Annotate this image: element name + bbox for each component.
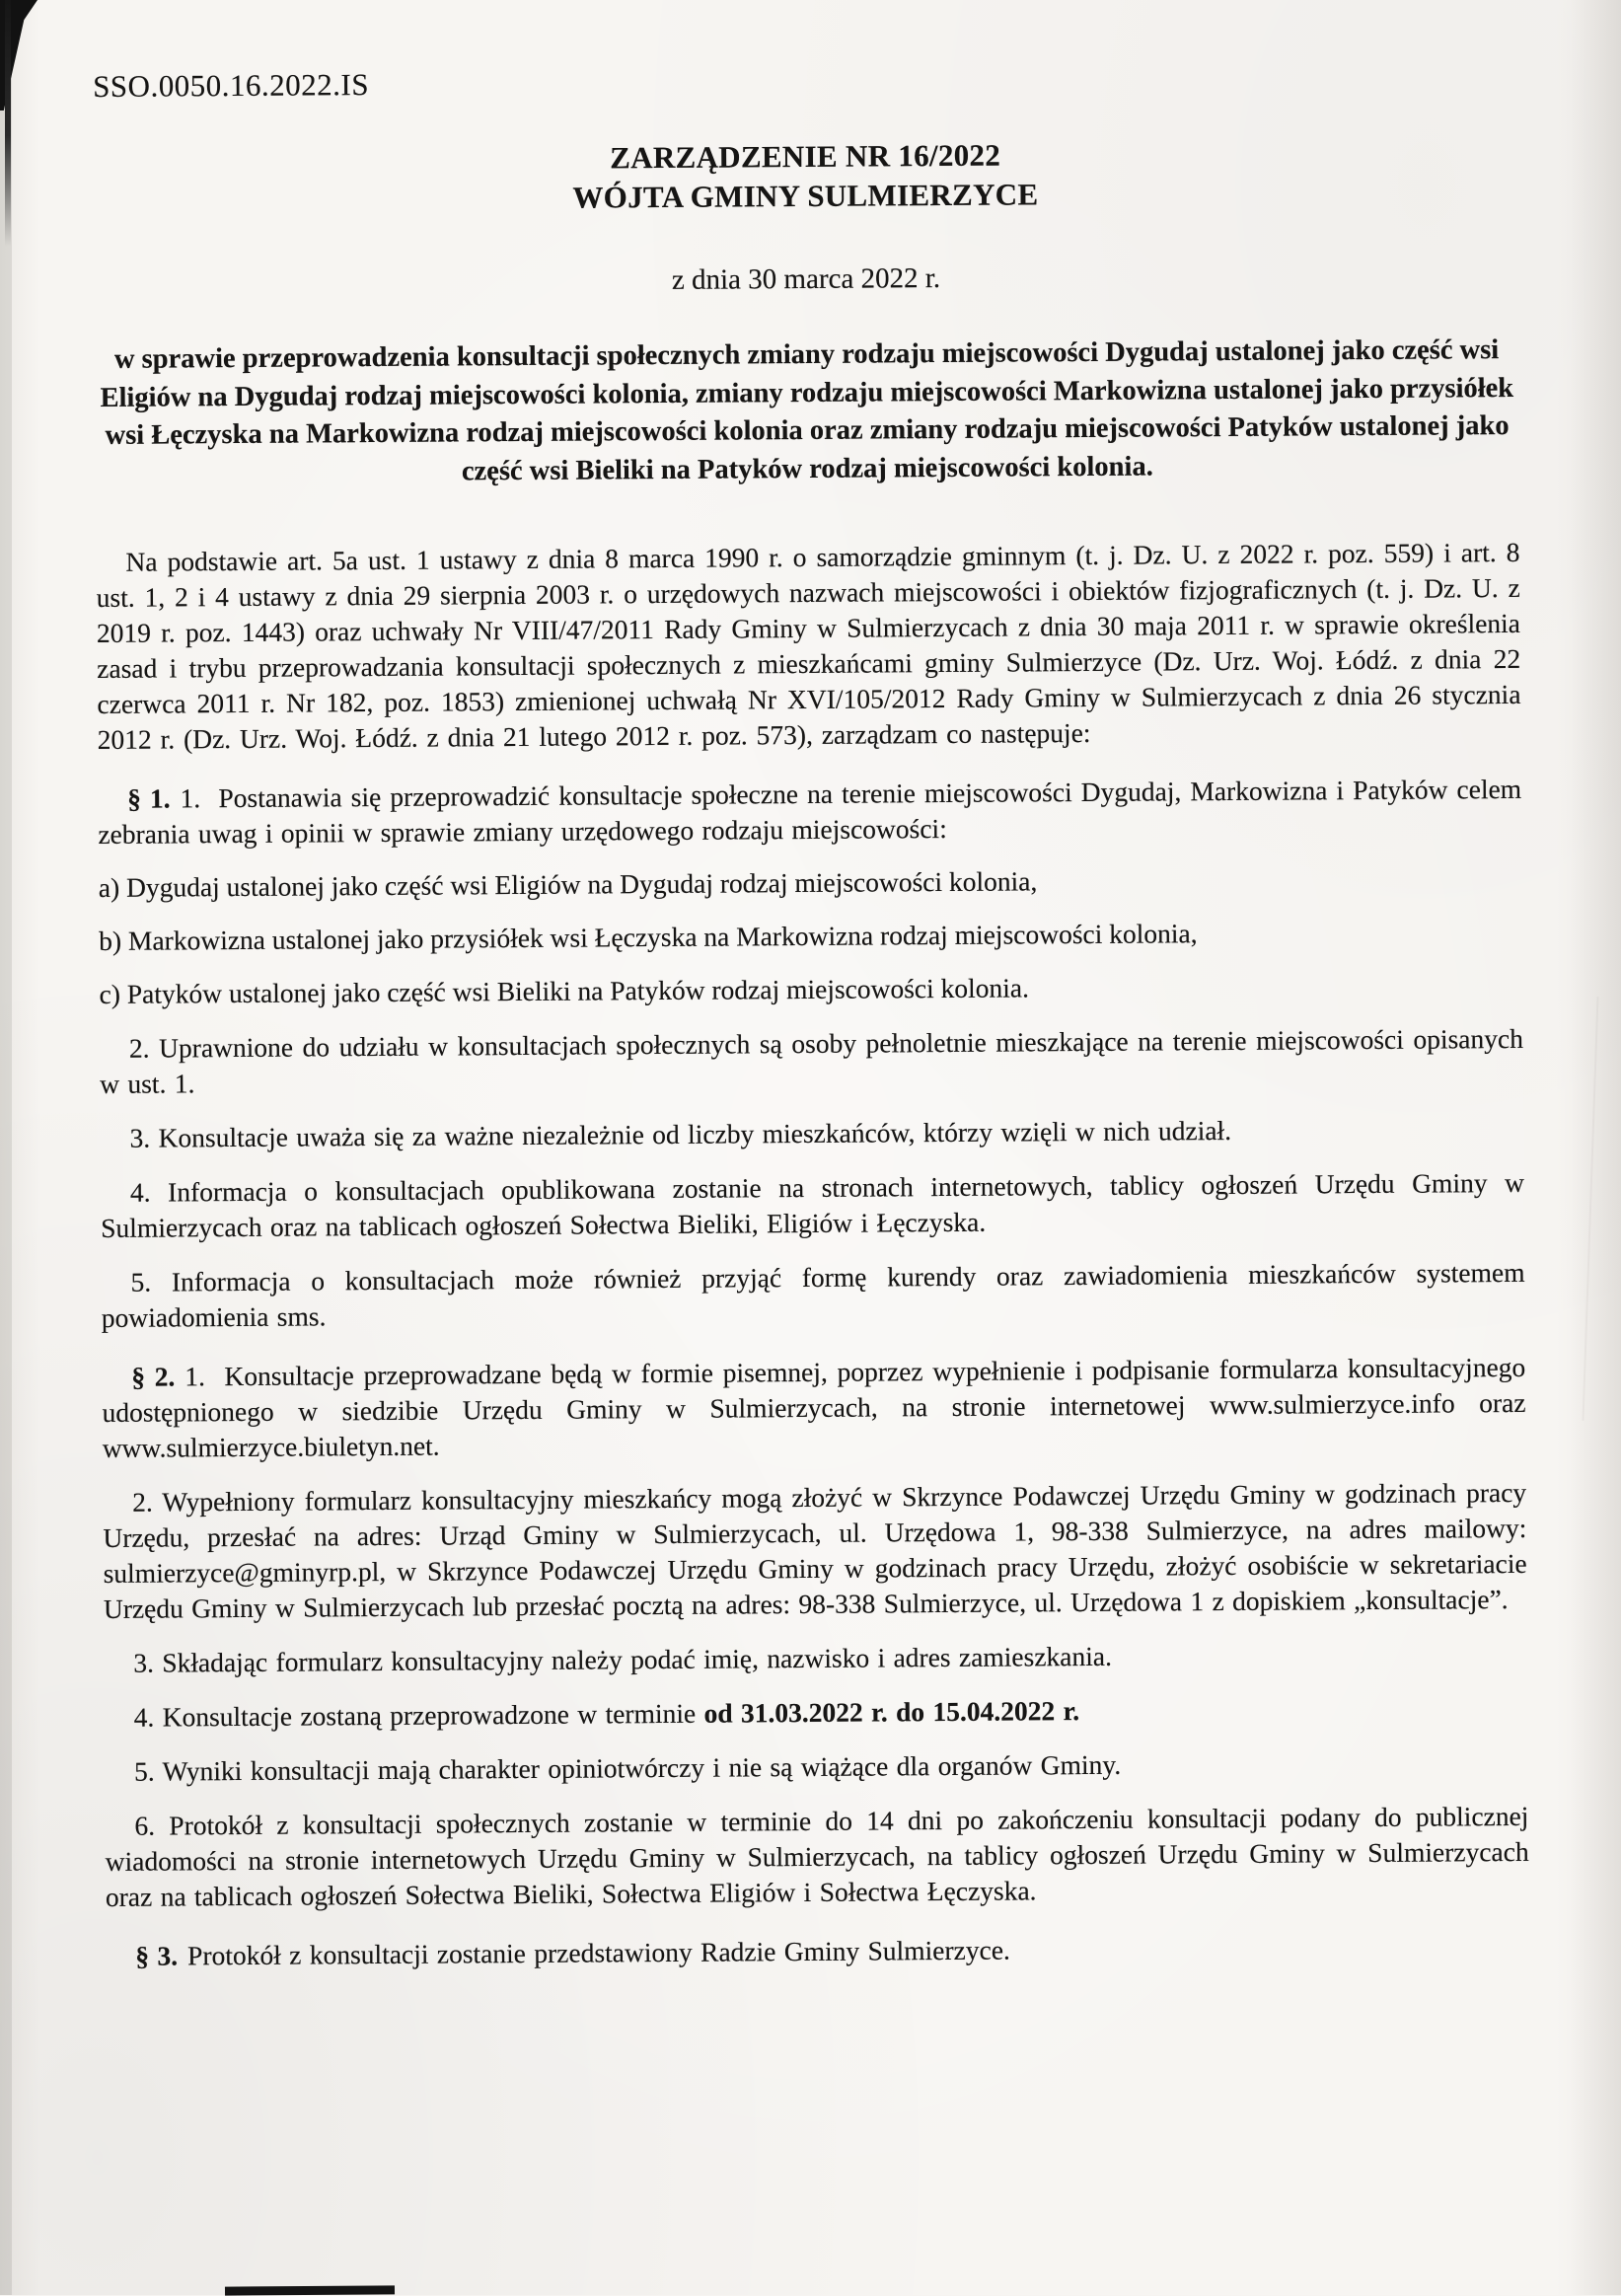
document-title-line1: ZARZĄDZENIE NR 16/2022 (610, 137, 1001, 176)
paragraph-2-point-3: 3. Składając formularz konsultacyjny należy podać imię, nazwisko i adres zamieszkania. (133, 1640, 1113, 1678)
document-subject: w sprawie przeprowadzenia konsultacji społecznych zmiany rodzaju miejscowości Dygudaj ustalonej jako część wsi Eligiów na Dygudaj rodzaj miejscowości kolonia, zmiany rodzaju miejscowości Markowizna ustalonej jako przysiółek wsi Łęczyska na Markowizna rodzaj miejscowości kolonia oraz zmiany rodzaju miejscowości Patyków ustalonej jako część wsi Bieliki na Patyków rodzaj miejscowości kolonia. (100, 334, 1514, 486)
scan-right-edge-shadow (1570, 0, 1621, 2295)
paragraph-3 (106, 1929, 1529, 1974)
paragraph-2-point-6: 6. Protokół z konsultacji społecznych zostanie w terminie do 14 dni po zakończeniu konsultacji podany do publicznej wiadomości na stronie internetowych Urzędu Gminy w Sulmierzycach, na tablicy ogłoszeń Urzędu Gminy w Sulmierzycach oraz na tablicach ogłoszeń Sołectwa Bieliki, Sołectwa Eligiów i Sołectwa Łęczyska. (105, 1800, 1529, 1912)
scan-left-edge-line (5, 0, 11, 247)
paragraph-1-item-c: c) Patyków ustalonej jako część wsi Bieliki na Patyków rodzaj miejscowości kolonia. (99, 972, 1030, 1009)
scan-left-edge-shade (0, 0, 12, 2295)
paragraph-2-point-5: 5. Wyniki konsultacji mają charakter opiniotwórczy i nie są wiążące dla organów Gminy. (133, 1748, 1122, 1787)
paragraph-1-point-2: 2. Uprawnione do udziału w konsultacjach społecznych są osoby pełnoletnie mieszkające na terenie miejscowości opisanych w ust. 1. (100, 1022, 1524, 1099)
reference-number: SSO.0050.16.2022.IS (93, 67, 370, 104)
legal-preamble: Na podstawie art. 5a ust. 1 ustawy z dnia 8 marca 1990 r. o samorządzie gminnym (t. j. Dz. U. z 2022 r. poz. 559) i art. 8 ust. 1, 2 i 4 ustawy z dnia 29 sierpnia 2003 r. o urzędowych nazwach miejscowości i obiektów fizjograficznych (t. j. Dz. U. z 2019 r. poz. 1443) oraz uchwały Nr VIII/47/2011 Rady Gminy w Sulmierzycach z dnia 30 maja 2011 r. w sprawie określenia zasad i trybu przeprowadzania konsultacji społecznych z mieszkańcami gminy Sulmierzyce (Dz. Urz. Woj. Łódź. z dnia 22 czerwca 2011 r. Nr 182, poz. 1853) zmienionej uchwałą Nr XVI/105/2012 Rady Gminy w Sulmierzycach z dnia 26 stycznia 2012 r. (Dz. Urz. Woj. Łódź. z dnia 21 lutego 2012 r. poz. 573), zarządzam co następuje: (96, 536, 1521, 755)
paragraph-2-point-4 (105, 1690, 1528, 1736)
consultation-date-range: od 31.03.2022 r. do 15.04.2022 r. (703, 1695, 1080, 1729)
document-date: z dnia 30 marca 2022 r. (671, 262, 941, 296)
paragraph-1-point-3: 3. Konsultacje uważa się za ważne niezależnie od liczby mieszkańców, którzy wzięli w nich udział. (129, 1114, 1232, 1153)
paragraph-1-marker: § 1. (127, 782, 171, 814)
paragraph-2-point-4-text: 4. Konsultacje zostaną przeprowadzone w terminie (133, 1697, 704, 1733)
paragraph-1-item-b: b) Markowizna ustalonej jako przysiółek wsi Łęczyska na Markowizna rodzaj miejscowości kolonia, (99, 918, 1198, 956)
paragraph-3-marker: § 3. (135, 1940, 179, 1971)
paragraph-1-intro (98, 772, 1521, 852)
paragraph-1-point-5: 5. Informacja o konsultacjach może również przyjąć formę kurendy oraz zawiadomienia mieszkańców systemem powiadomienia sms. (101, 1256, 1525, 1333)
paragraph-3-text: Protokół z konsultacji zostanie przedstawiony Radzie Gminy Sulmierzyce. (186, 1934, 1010, 1971)
document-title-line2: WÓJTA GMINY SULMIERZYCE (572, 177, 1039, 215)
paragraph-1-intro-text: 1. Postanawia się przeprowadzić konsultacje społeczne na terenie miejscowości Dygudaj, Markowizna i Patyków celem zebrania uwag i opinii w sprawie zmiany urzędowego rodzaju miejscowości: (98, 773, 1522, 850)
paragraph-2-intro (102, 1350, 1526, 1466)
scan-bottom-mark (225, 2285, 395, 2295)
document-title (94, 132, 1518, 221)
paragraph-2-point-2: 2. Wypełniony formularz konsultacyjny mieszkańcy mogą złożyć w Skrzynce Podawczej Urzędu Gminy w godzinach pracy Urzędu, przesłać na adres: Urząd Gminy w Sulmierzycach, ul. Urzędowa 1, 98-338 Sulmierzyce, na adres mailowy: sulmierzyce@gminyrp.pl, w Skrzynce Podawczej Urzędu Gminy w godzinach pracy Urzędu, złożyć osobiście w sekretariacie Urzędu Gminy w Sulmierzycach lub przesłać pocztą na adres: 98-338 Sulmierzyce, ul. Urzędowa 1 z dopiskiem „konsultacje”. (103, 1476, 1527, 1624)
paragraph-2-marker: § 2. (131, 1361, 176, 1392)
document-body (93, 59, 1529, 1974)
paragraph-1-item-a: a) Dygudaj ustalonej jako część wsi Eligiów na Dygudaj rodzaj miejscowości kolonia, (98, 865, 1038, 903)
paragraph-2-intro-text: 1. Konsultacje przeprowadzane będą w formie pisemnej, poprzez wypełnienie i podpisanie formularza konsultacyjnego udostępnionego w siedzibie Urzędu Gminy w Sulmierzycach, na stronie internetowej www.sulmierzyce.info oraz www.sulmierzyce.biuletyn.net. (102, 1351, 1526, 1463)
paragraph-1-point-4: 4. Informacja o konsultacjach opublikowana zostanie na stronach internetowych, tablicy ogłoszeń Urzędu Gminy w Sulmierzycach oraz na tablicach ogłoszeń Sołectwa Bieliki, Eligiów i Łęczyska. (101, 1166, 1525, 1243)
